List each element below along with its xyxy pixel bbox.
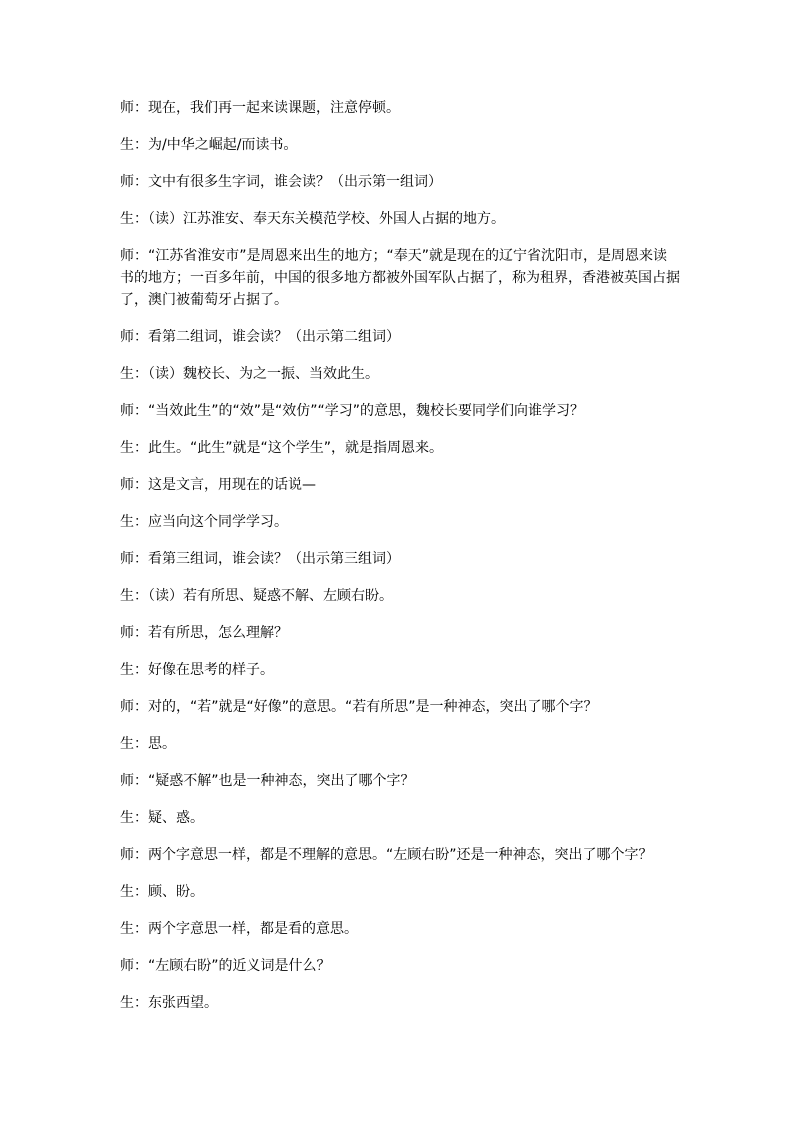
dialogue-line: 生：疑、惑。: [120, 810, 204, 826]
dialogue-line: 师：“左顾右盼”的近义词是什么？: [120, 958, 331, 974]
dialogue-line: 生：（读）魏校长、为之一振、当效此生。: [120, 366, 379, 382]
dialogue-line: 师：若有所思，怎么理解？: [120, 625, 288, 641]
dialogue-line: 师：“疑惑不解”也是一种神态，突出了哪个字？: [120, 773, 415, 789]
dialogue-line: 师：现在，我们再一起来读课题，注意停顿。: [120, 100, 400, 116]
dialogue-line: 生：好像在思考的样子。: [120, 662, 274, 678]
dialogue-line: 师：“江苏省淮安市”是周恩来出生的地方；“奉天”就是现在的辽宁省沈阳市，是周恩来读书的地方；一百多年前，中国的很多地方都被外国军队占据了，称为租界，香港被英国占据了，澳门被葡萄牙占据了。: [120, 248, 680, 308]
dialogue-line: 生：（读）江苏淮安、奉天东关模范学校、外国人占据的地方。: [120, 211, 505, 227]
dialogue-line: 师：“当效此生”的“效”是“效仿”“学习”的意思，魏校长要同学们向谁学习？: [120, 403, 585, 419]
dialogue-line: 生：两个字意思一样，都是看的意思。: [120, 921, 358, 937]
dialogue-line: 师：这是文言，用现在的话说—: [120, 477, 316, 493]
dialogue-line: 生：（读）若有所思、疑惑不解、左顾右盼。: [120, 588, 393, 604]
dialogue-line: 师：看第二组词，谁会读？（出示第二组词）: [120, 329, 400, 345]
dialogue-line: 生：此生。“此生”就是“这个学生”，就是指周恩来。: [120, 440, 444, 456]
dialogue-line: 师：文中有很多生字词，谁会读？（出示第一组词）: [120, 174, 442, 190]
dialogue-line: 生：东张西望。: [120, 995, 218, 1011]
dialogue-line: 师：看第三组词，谁会读？（出示第三组词）: [120, 551, 400, 567]
dialogue-line: 生：顾、盼。: [120, 884, 204, 900]
document-body: [120, 97, 680, 1029]
dialogue-line: 生：为/中华之崛起/而读书。: [120, 137, 298, 153]
dialogue-line: 生：应当向这个同学学习。: [120, 514, 288, 530]
dialogue-line: 师：两个字意思一样，都是不理解的意思。“左顾右盼”还是一种神态，突出了哪个字？: [120, 847, 653, 863]
dialogue-line: 生：思。: [120, 736, 176, 752]
dialogue-line: 师：对的，“若”就是“好像”的意思。“若有所思”是一种神态，突出了哪个字？: [120, 699, 598, 715]
